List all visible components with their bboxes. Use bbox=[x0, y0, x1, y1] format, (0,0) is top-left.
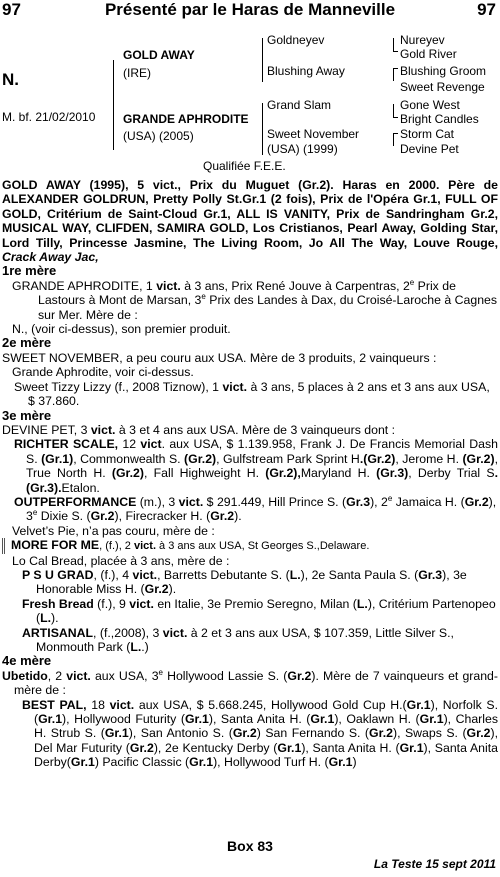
dam-paragraph: Ubetido, 2 vict. aux USA, 3e Hollywood Lassie S. (Gr.2). Mère de 7 vainqueurs et grand-mère de : bbox=[2, 667, 498, 698]
bracket-line bbox=[393, 133, 394, 146]
produce-line: Sweet Tizzy Lizzy (f., 2008 Tiznow), 1 vict. à 3 ans, 5 places à 2 ans et 3 ans aux USA, $ 37.860. bbox=[14, 379, 490, 409]
sire-sire: Goldneyev bbox=[267, 33, 325, 47]
subject-name: N. bbox=[2, 70, 19, 89]
produce-line: Lo Cal Bread, placée à 3 ans, mère de : bbox=[12, 553, 230, 568]
qualification: Qualifiée F.E.E. bbox=[203, 159, 286, 173]
produce-line: ARTISANAL, (f.,2008), 3 vict. à 2 et 3 ans aux USA, $ 107.359, Little Silver S., Monmouth Park (L..) bbox=[22, 625, 454, 654]
consignor-title: Présenté par le Haras de Manneville bbox=[104, 0, 396, 19]
bracket-line bbox=[393, 133, 398, 134]
section-title: 3e mère bbox=[2, 407, 52, 423]
produce-line: P S U GRAD, (f.), 4 vict., Barretts Debutante S. (L.), 2e Santa Paula S. (Gr.3), 3e Honorable Miss H. (Gr.2). bbox=[22, 567, 467, 597]
bracket-line bbox=[393, 68, 394, 81]
produce-line: MORE FOR ME, (f.), 2 vict. à 3 ans aux USA, St Georges S.,Delaware. bbox=[2, 538, 498, 553]
produce-line: N., (voir ci-dessus), son premier produit. bbox=[12, 322, 231, 337]
ggp-7: Storm Cat bbox=[400, 127, 455, 141]
dam-dam-origin: (USA) (1999) bbox=[267, 142, 338, 156]
bracket-line bbox=[262, 38, 263, 82]
produce-line: BEST PAL, 18 vict. aux USA, $ 5.668.245, Hollywood Gold Cup H.(Gr.1), Norfolk S. (Gr.1), Hollywood Futurity (Gr.1), Santa Anita H. (Gr.1), Oaklawn H. (Gr.1), Charles H. Strub S. (Gr.1), San Antonio S. (Gr.2) San Fernando S. (Gr.2), Swaps S. (Gr.2), Del Mar Futurity (Gr.2), 2e Kentucky Derby (Gr.1), Santa Anita H. (Gr.1), Santa Anita Derby(Gr.1) Pacific Classic (Gr.1), Hollywood Turf H. (Gr.1) bbox=[22, 697, 499, 770]
sire-origin: (IRE) bbox=[123, 66, 151, 80]
bracket-line bbox=[393, 38, 394, 51]
section-title: 4e mère bbox=[2, 653, 52, 669]
subject-birth: M. bf. 21/02/2010 bbox=[2, 110, 96, 124]
ggp-4: Sweet Revenge bbox=[400, 80, 485, 94]
produce-line: RICHTER SCALE, 12 vict. aux USA, $ 1.139.958, Frank J. De Francis Memorial Dash S. (Gr.1), Commonwealth S. (Gr.2), Gulfstream Park Sprint H.(Gr.2), Jerome H. (Gr.2), True North H. (Gr.2), Fall Highweight H. (Gr.2),Maryland H. (Gr.3), Derby Trial S.(Gr.3).Etalon. bbox=[14, 437, 499, 495]
lot-number-left: 97 bbox=[2, 0, 21, 19]
page-header bbox=[0, 0, 500, 20]
produce-line: Fresh Bread (f.), 9 vict. en Italie, 3e Premio Seregno, Milan (L.), Critérium Partenopeo (L.). bbox=[22, 596, 496, 626]
catalogue-body bbox=[2, 178, 498, 770]
ggp-1: Nureyev bbox=[400, 33, 445, 47]
ggp-5: Gone West bbox=[400, 98, 460, 112]
sire-name: GOLD AWAY bbox=[123, 48, 195, 62]
produce-line: Velvet’s Pie, n’a pas couru, mère de : bbox=[12, 523, 215, 538]
produce-line: Grande Aphrodite, voir ci-dessus. bbox=[12, 365, 194, 380]
ggp-3: Blushing Groom bbox=[400, 64, 487, 78]
sale-place-date: La Teste 15 sept 2011 bbox=[373, 857, 496, 871]
bracket-line bbox=[393, 104, 394, 117]
section-title: 1re mère bbox=[2, 263, 57, 279]
bracket-line bbox=[393, 117, 398, 118]
bracket-line bbox=[393, 68, 398, 69]
dam-paragraph: SWEET NOVEMBER, a peu couru aux USA. Mère de 3 produits, 2 vainqueurs : bbox=[2, 350, 437, 365]
sire-paragraph: GOLD AWAY (1995), 5 vict., Prix du Muguet (Gr.2). Haras en 2000. Père de ALEXANDER GOLDRUN, Pretty Polly St.Gr.1 (2 fois), Prix de l'Opéra Gr.1, FULL OF GOLD, Critérium de Saint-Cloud Gr.1, ALL IS VANITY, Prix de Sandringham Gr.2, MUSICAL WAY, CLIFDEN, SAMIRA GOLD, Los Cristianos, Pearl Away, Golding Star, Lord Tilly, Princesse Jasmine, The Living Room, Jo All The Way, Louve Rouge, Crack Away Jac, bbox=[2, 178, 498, 265]
dam-name: GRANDE APHRODITE bbox=[123, 112, 249, 126]
bracket-line bbox=[262, 103, 263, 155]
dam-dam: Sweet November bbox=[267, 127, 360, 141]
dam-sire: Grand Slam bbox=[267, 98, 332, 112]
lot-number-right: 97 bbox=[477, 0, 496, 19]
ggp-6: Bright Candles bbox=[400, 112, 479, 126]
ggp-2: Gold River bbox=[400, 47, 457, 61]
box-number: Box 83 bbox=[227, 838, 273, 854]
dam-origin: (USA) (2005) bbox=[123, 129, 194, 143]
produce-line: OUTPERFORMANCE (m.), 3 vict. $ 291.449, Hill Prince S. (Gr.3), 2e Jamaica H. (Gr.2), 3e Dixie S. (Gr.2), Firecracker H. (Gr.2). bbox=[14, 493, 497, 524]
sire-dam: Blushing Away bbox=[267, 64, 345, 78]
bracket-line bbox=[393, 51, 398, 52]
section-title: 2e mère bbox=[2, 335, 52, 351]
bracket-line bbox=[113, 60, 114, 150]
dam-paragraph: DEVINE PET, 3 vict. à 3 et 4 ans aux USA. Mère de 3 vainqueurs dont : bbox=[2, 422, 396, 437]
ggp-8: Devine Pet bbox=[400, 142, 459, 156]
dam-paragraph: GRANDE APHRODITE, 1 vict. à 3 ans, Prix René Jouve à Carpentras, 2e Prix de Lastours à Mont de Marsan, 3e Prix des Landes à Dax, du Croisé-Laroche à Cagnes sur Mer. Mère de : bbox=[12, 277, 498, 322]
